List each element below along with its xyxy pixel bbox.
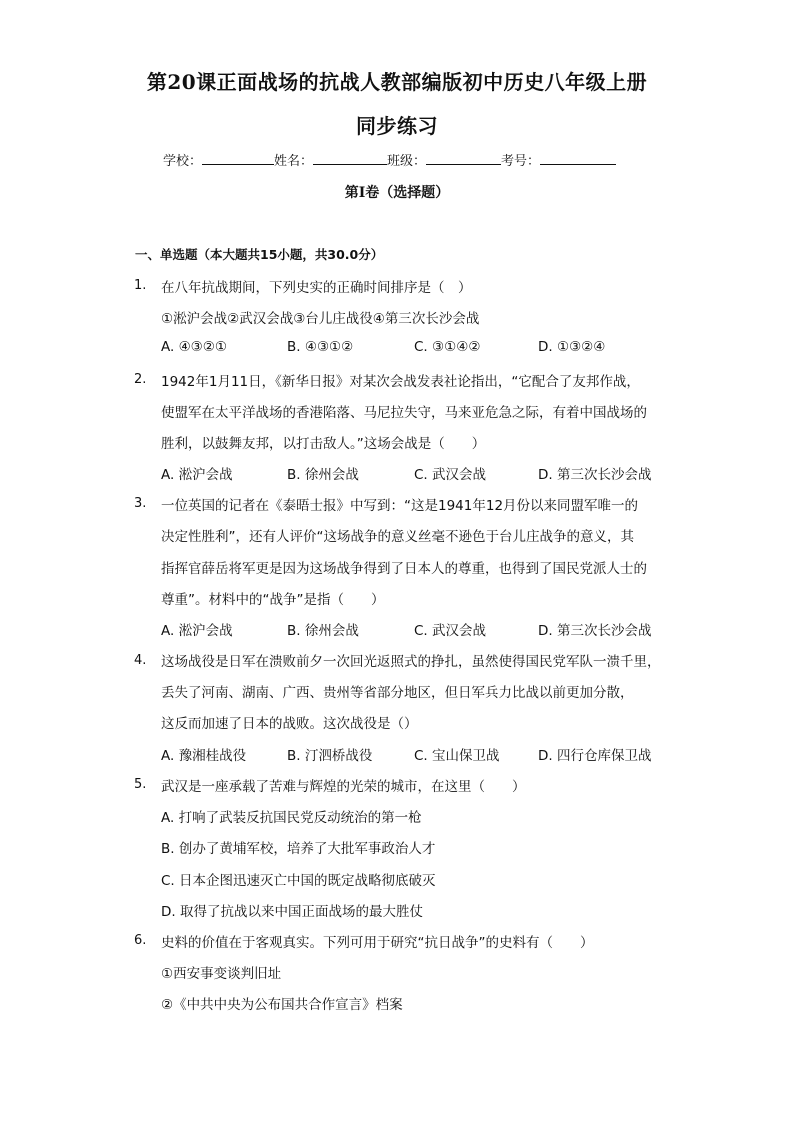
option-d[interactable]: D. 四行仓库保卫战 — [538, 748, 652, 764]
question-text: 这场战役是日军在溃败前夕一次回光返照式的挣扎，虽然使得国民党军队一溃千里， — [161, 654, 661, 670]
question-number: 6. — [134, 933, 147, 948]
question-text: 胜利，以鼓舞友邦，以打击敌人。”这场会战是（ ） — [161, 436, 486, 452]
document-title: 第20课正面战场的抗战人教部编版初中历史八年级上册 — [146, 70, 648, 94]
question-text: 武汉是一座承载了苦难与辉煌的光荣的城市，在这里（ ） — [161, 779, 526, 795]
name-label: 姓名： — [274, 154, 314, 169]
question-text: 在八年抗战期间，下列史实的正确时间排序是（ ） — [161, 280, 472, 296]
exam-no-label: 考号： — [501, 154, 541, 169]
exam-no-blank[interactable] — [540, 150, 616, 165]
question-text: 使盟军在太平洋战场的香港陷落、马尼拉失守，马来亚危急之际，有着中国战场的 — [161, 405, 647, 421]
option-b[interactable]: B. 徐州会战 — [287, 623, 359, 639]
option-c[interactable]: C. ③①④② — [414, 339, 481, 355]
option-b[interactable]: B. ④③①② — [287, 339, 354, 355]
option-d[interactable]: D. ①③②④ — [538, 339, 606, 355]
question-text: ②《中共中央为公布国共合作宣言》档案 — [161, 997, 403, 1013]
option-c[interactable]: C. 武汉会战 — [414, 623, 487, 639]
class-label: 班级： — [387, 154, 427, 169]
question-number: 1. — [134, 278, 147, 293]
question-text: 史料的价值在于客观真实。下列可用于研究“抗日战争”的史料有（ ） — [161, 935, 594, 951]
question-text: 这反而加速了日本的战败。这次战役是（） — [161, 716, 418, 732]
option-c[interactable]: C. 宝山保卫战 — [414, 748, 500, 764]
option-b[interactable]: B. 汀泗桥战役 — [287, 748, 373, 764]
question-text: 尊重”。材料中的“战争”是指（ ） — [161, 592, 385, 608]
option-a[interactable]: A. 淞沪会战 — [161, 467, 233, 483]
option-a[interactable]: A. 打响了武装反抗国民党反动统治的第一枪 — [161, 810, 422, 826]
question-text: 指挥官薛岳将军更是因为这场战争得到了日本人的尊重，也得到了国民党派人士的 — [161, 561, 647, 577]
option-c[interactable]: C. 日本企图迅速灭亡中国的既定战略彻底破灭 — [161, 873, 436, 889]
student-info-row — [163, 150, 616, 169]
option-a[interactable]: A. 淞沪会战 — [161, 623, 233, 639]
class-blank[interactable] — [426, 150, 501, 165]
option-d[interactable]: D. 取得了抗战以来中国正面战场的最大胜仗 — [161, 904, 423, 920]
question-number: 3. — [134, 496, 147, 511]
question-text: 1942年1月11日，《新华日报》对某次会战发表社论指出，“它配合了友邦作战， — [161, 374, 640, 390]
question-text: 一位英国的记者在《泰晤士报》中写到：“这是1941年12月份以来同盟军唯一的 — [161, 498, 639, 514]
question-text: ①淞沪会战②武汉会战③台儿庄战役④第三次长沙会战 — [161, 311, 480, 327]
option-a[interactable]: A. ④③②① — [161, 339, 227, 355]
option-c[interactable]: C. 武汉会战 — [414, 467, 487, 483]
question-number: 4. — [134, 653, 147, 668]
document-subtitle: 同步练习 — [356, 114, 438, 138]
option-d[interactable]: D. 第三次长沙会战 — [538, 467, 652, 483]
name-blank[interactable] — [313, 150, 387, 165]
school-label: 学校： — [163, 154, 203, 169]
question-text: 丢失了河南、湖南、广西、贵州等省部分地区，但日军兵力比战以前更加分散， — [161, 685, 634, 701]
option-d[interactable]: D. 第三次长沙会战 — [538, 623, 652, 639]
question-number: 2. — [134, 372, 147, 387]
option-a[interactable]: A. 豫湘桂战役 — [161, 748, 247, 764]
question-number: 5. — [134, 777, 147, 792]
question-text: 决定性胜利”，还有人评价“这场战争的意义丝毫不逊色于台儿庄战争的意义，其 — [161, 529, 634, 545]
school-blank[interactable] — [202, 150, 274, 165]
volume-heading: 第I卷（选择题） — [344, 185, 450, 201]
question-text: ①西安事变谈判旧址 — [161, 966, 282, 982]
option-b[interactable]: B. 创办了黄埔军校，培养了大批军事政治人才 — [161, 841, 436, 857]
section-heading: 一、单选题（本大题共15小题，共30.0分） — [135, 247, 384, 262]
option-b[interactable]: B. 徐州会战 — [287, 467, 359, 483]
